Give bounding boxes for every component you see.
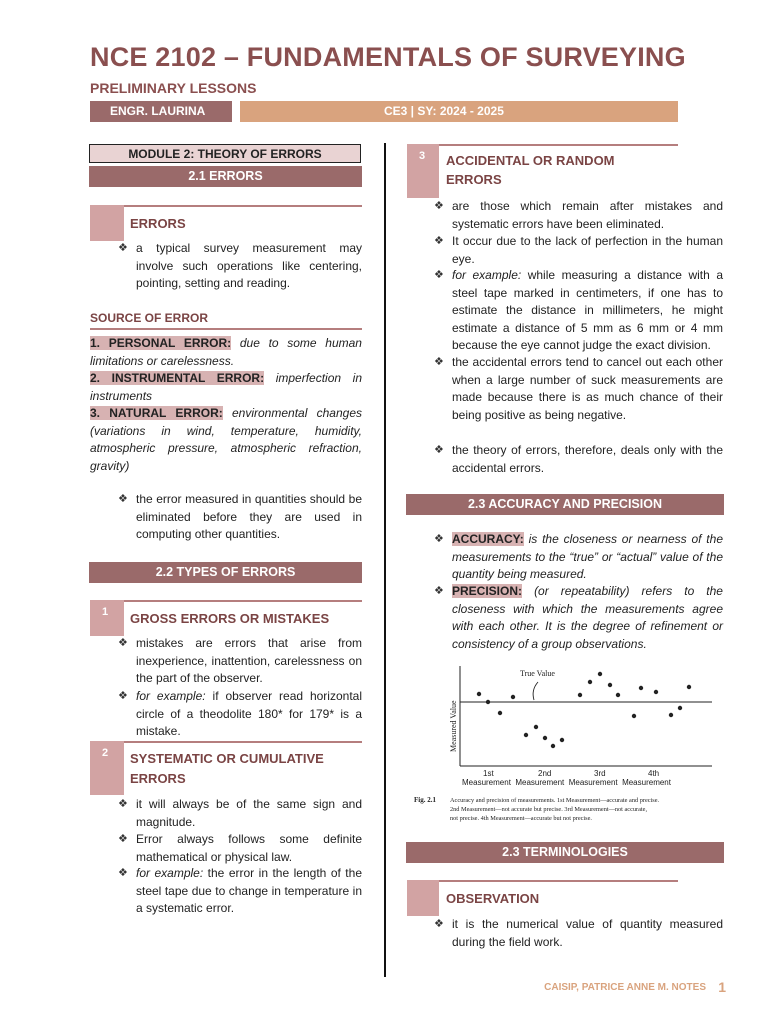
bullet-text: the theory of errors, therefore, deals only with the accidental errors.: [452, 443, 723, 475]
heading-rule: [439, 144, 678, 146]
page-number: 1: [718, 979, 726, 995]
gross-bullet-2: [118, 688, 362, 741]
accidental-errors-heading-1: ACCIDENTAL OR RANDOM: [446, 153, 615, 168]
school-year-bar: CE3 | SY: 2024 - 2025: [240, 101, 678, 122]
fig-x-tick-4: 4th: [648, 769, 660, 778]
accuracy-text: is the closeness or nearness of the measurements to the “true” or “actual” value of the quantity being measured.: [452, 532, 723, 581]
systematic-errors-heading-1: SYSTEMATIC OR CUMULATIVE: [130, 751, 324, 766]
eliminate-bullet: [118, 491, 362, 544]
precision-bullet: [434, 583, 723, 653]
fig-x-label-row: Measurement Measurement Measurement Measurement: [462, 778, 671, 787]
systematic-errors-heading-2: ERRORS: [130, 771, 186, 786]
bullet-text: while measuring a distance with a steel tape marked in centimeters, if one has to estimate the distance in millimeters, he might estimate a distance of 5 mm as 6 mm or 4 mm because the eye cannot judge the exact division.: [452, 268, 723, 352]
fig-x-tick-1: 1st: [483, 769, 494, 778]
heading-accent-block: [407, 880, 439, 916]
gross-bullet-1: [118, 635, 362, 688]
bullet-text: if observer read horizontal circle of a theodolite 180* for 179* is a mistake.: [136, 689, 362, 738]
diamond-bullet-icon: ❖: [118, 690, 128, 702]
diamond-bullet-icon: ❖: [118, 637, 128, 649]
instrumental-error-text: imperfection in instruments: [90, 371, 362, 403]
fig-y-label: Measured Value: [449, 700, 458, 752]
heading-number-block: 3: [407, 144, 439, 198]
heading-rule: [124, 205, 362, 207]
bullet-text: Error always follows some definite mathematical or physical law.: [136, 832, 362, 864]
fig-points-1st: [477, 692, 515, 715]
observation-heading: OBSERVATION: [446, 891, 540, 906]
natural-error-label: 3. NATURAL ERROR:: [90, 406, 223, 420]
fig-caption-line-1: Accuracy and precision of measurements. 1st Measurement—accurate and precise.: [450, 797, 660, 804]
diamond-bullet-icon: ❖: [434, 444, 444, 456]
accidental-bullet-5: [434, 442, 723, 477]
fig-caption-line-3: not precise. 4th Measurement—accurate but not precise.: [450, 815, 592, 822]
bullet-text: It occur due to the lack of perfection in the human eye.: [452, 234, 723, 266]
observation-bullet: [434, 916, 723, 951]
page-title: NCE 2102 – FUNDAMENTALS OF SURVEYING: [90, 42, 686, 72]
systematic-errors-heading-block: [90, 741, 362, 795]
bullet-text: it is the numerical value of quantity measured during the field work.: [452, 917, 723, 949]
systematic-bullet-2: [118, 831, 362, 866]
section-2-2-band: 2.2 TYPES OF ERRORS: [89, 562, 362, 583]
personal-error-text: due to some human limitations or carelessness.: [90, 336, 362, 368]
diamond-bullet-icon: ❖: [434, 356, 444, 368]
errors-heading-block: [90, 205, 362, 241]
fig-true-value-label: True Value: [520, 669, 555, 678]
accidental-bullet-3: [434, 267, 723, 355]
diamond-bullet-icon: ❖: [118, 798, 128, 810]
author-bar: ENGR. LAURINA: [90, 101, 232, 122]
accidental-bullet-2: [434, 233, 723, 268]
bullet-text: the accidental errors tend to cancel out each other when a large number of suck measurements are made because there is as much chance of their being positive as being negative.: [452, 355, 723, 422]
heading-rule: [124, 600, 362, 602]
bullet-text: the error in the length of the steel tape due to change in temperature in a systematic error.: [136, 866, 362, 915]
diamond-bullet-icon: ❖: [434, 533, 444, 545]
observation-heading-block: [407, 880, 678, 916]
source-of-error-title: SOURCE OF ERROR: [90, 311, 209, 325]
natural-error-item: [90, 405, 362, 475]
accuracy-precision-figure: [412, 660, 724, 830]
precision-label: PRECISION:: [452, 584, 523, 598]
fig-points-3rd: [578, 672, 620, 697]
gross-errors-heading-block: [90, 600, 362, 636]
bullet-text: a typical survey measurement may involve such operations like centering, pointing, setting and reading.: [136, 241, 362, 290]
source-rule: [90, 328, 362, 330]
diamond-bullet-icon: ❖: [118, 833, 128, 845]
personal-error-label: 1. PERSONAL ERROR:: [90, 336, 232, 350]
heading-number-block: 2: [90, 741, 124, 795]
accuracy-bullet: [434, 531, 723, 584]
accidental-errors-heading-block: [407, 144, 678, 198]
diamond-bullet-icon: ❖: [434, 918, 444, 930]
accidental-bullet-1: [434, 198, 723, 233]
diamond-bullet-icon: ❖: [434, 200, 444, 212]
fig-caption-label: Fig. 2.1: [414, 796, 436, 804]
diamond-bullet-icon: ❖: [434, 235, 444, 247]
accidental-bullet-4: [434, 354, 723, 424]
diamond-bullet-icon: ❖: [118, 242, 128, 254]
bullet-text: the error measured in quantities should be eliminated before they are used in computing other quantities.: [136, 492, 362, 541]
heading-rule: [439, 880, 678, 882]
section-2-3-accuracy-band: 2.3 ACCURACY AND PRECISION: [406, 494, 724, 515]
example-prefix: for example:: [452, 268, 522, 282]
fig-x-tick-2: 2nd: [538, 769, 552, 778]
fig-caption-line-2: 2nd Measurement—not accurate but precise. 3rd Measurement—not accurate,: [450, 806, 648, 813]
heading-rule: [124, 741, 362, 743]
diamond-bullet-icon: ❖: [118, 493, 128, 505]
bullet-text: it will always be of the same sign and magnitude.: [136, 797, 362, 829]
gross-errors-heading: GROSS ERRORS OR MISTAKES: [130, 611, 330, 626]
example-prefix: for example:: [136, 689, 206, 703]
source-of-error-list: [90, 335, 362, 475]
section-2-3-terminologies-band: 2.3 TERMINOLOGIES: [406, 842, 724, 863]
errors-bullet: [118, 240, 362, 293]
diamond-bullet-icon: ❖: [118, 867, 128, 879]
precision-text: (or repeatability) refers to the closeness with which the measurements agree with each other. It is the degree of refinement or consistency of a group observations.: [452, 584, 723, 651]
column-divider: [384, 143, 386, 977]
accuracy-label: ACCURACY:: [452, 532, 524, 546]
page-subtitle: PRELIMINARY LESSONS: [90, 80, 257, 96]
systematic-bullet-3: [118, 865, 362, 918]
bullet-text: mistakes are errors that arise from inexperience, inattention, carelessness on the part of the observer.: [136, 636, 362, 685]
accidental-errors-heading-2: ERRORS: [446, 172, 502, 187]
heading-accent-block: [90, 205, 124, 241]
instrumental-error-label: 2. INSTRUMENTAL ERROR:: [90, 371, 265, 385]
fig-arrow: [533, 682, 538, 700]
systematic-bullet-1: [118, 796, 362, 831]
bullet-text: are those which remain after mistakes and systematic errors have been eliminated.: [452, 199, 723, 231]
example-prefix: for example:: [136, 866, 204, 880]
instrumental-error-item: [90, 370, 362, 405]
section-2-1-band: 2.1 ERRORS: [89, 166, 362, 187]
module-title: MODULE 2: THEORY OF ERRORS: [89, 144, 361, 163]
diamond-bullet-icon: ❖: [434, 585, 444, 597]
diamond-bullet-icon: ❖: [434, 269, 444, 281]
footer-notes: CAISIP, PATRICE ANNE M. NOTES: [544, 982, 706, 993]
fig-x-tick-3: 3rd: [594, 769, 606, 778]
errors-heading: ERRORS: [130, 216, 186, 231]
fig-points-2nd: [524, 725, 564, 748]
personal-error-item: [90, 335, 362, 370]
natural-error-text: environmental changes (variations in wind, temperature, humidity, atmospheric pressure, atmospheric refraction, gravity): [90, 406, 362, 473]
heading-number-block: 1: [90, 600, 124, 636]
